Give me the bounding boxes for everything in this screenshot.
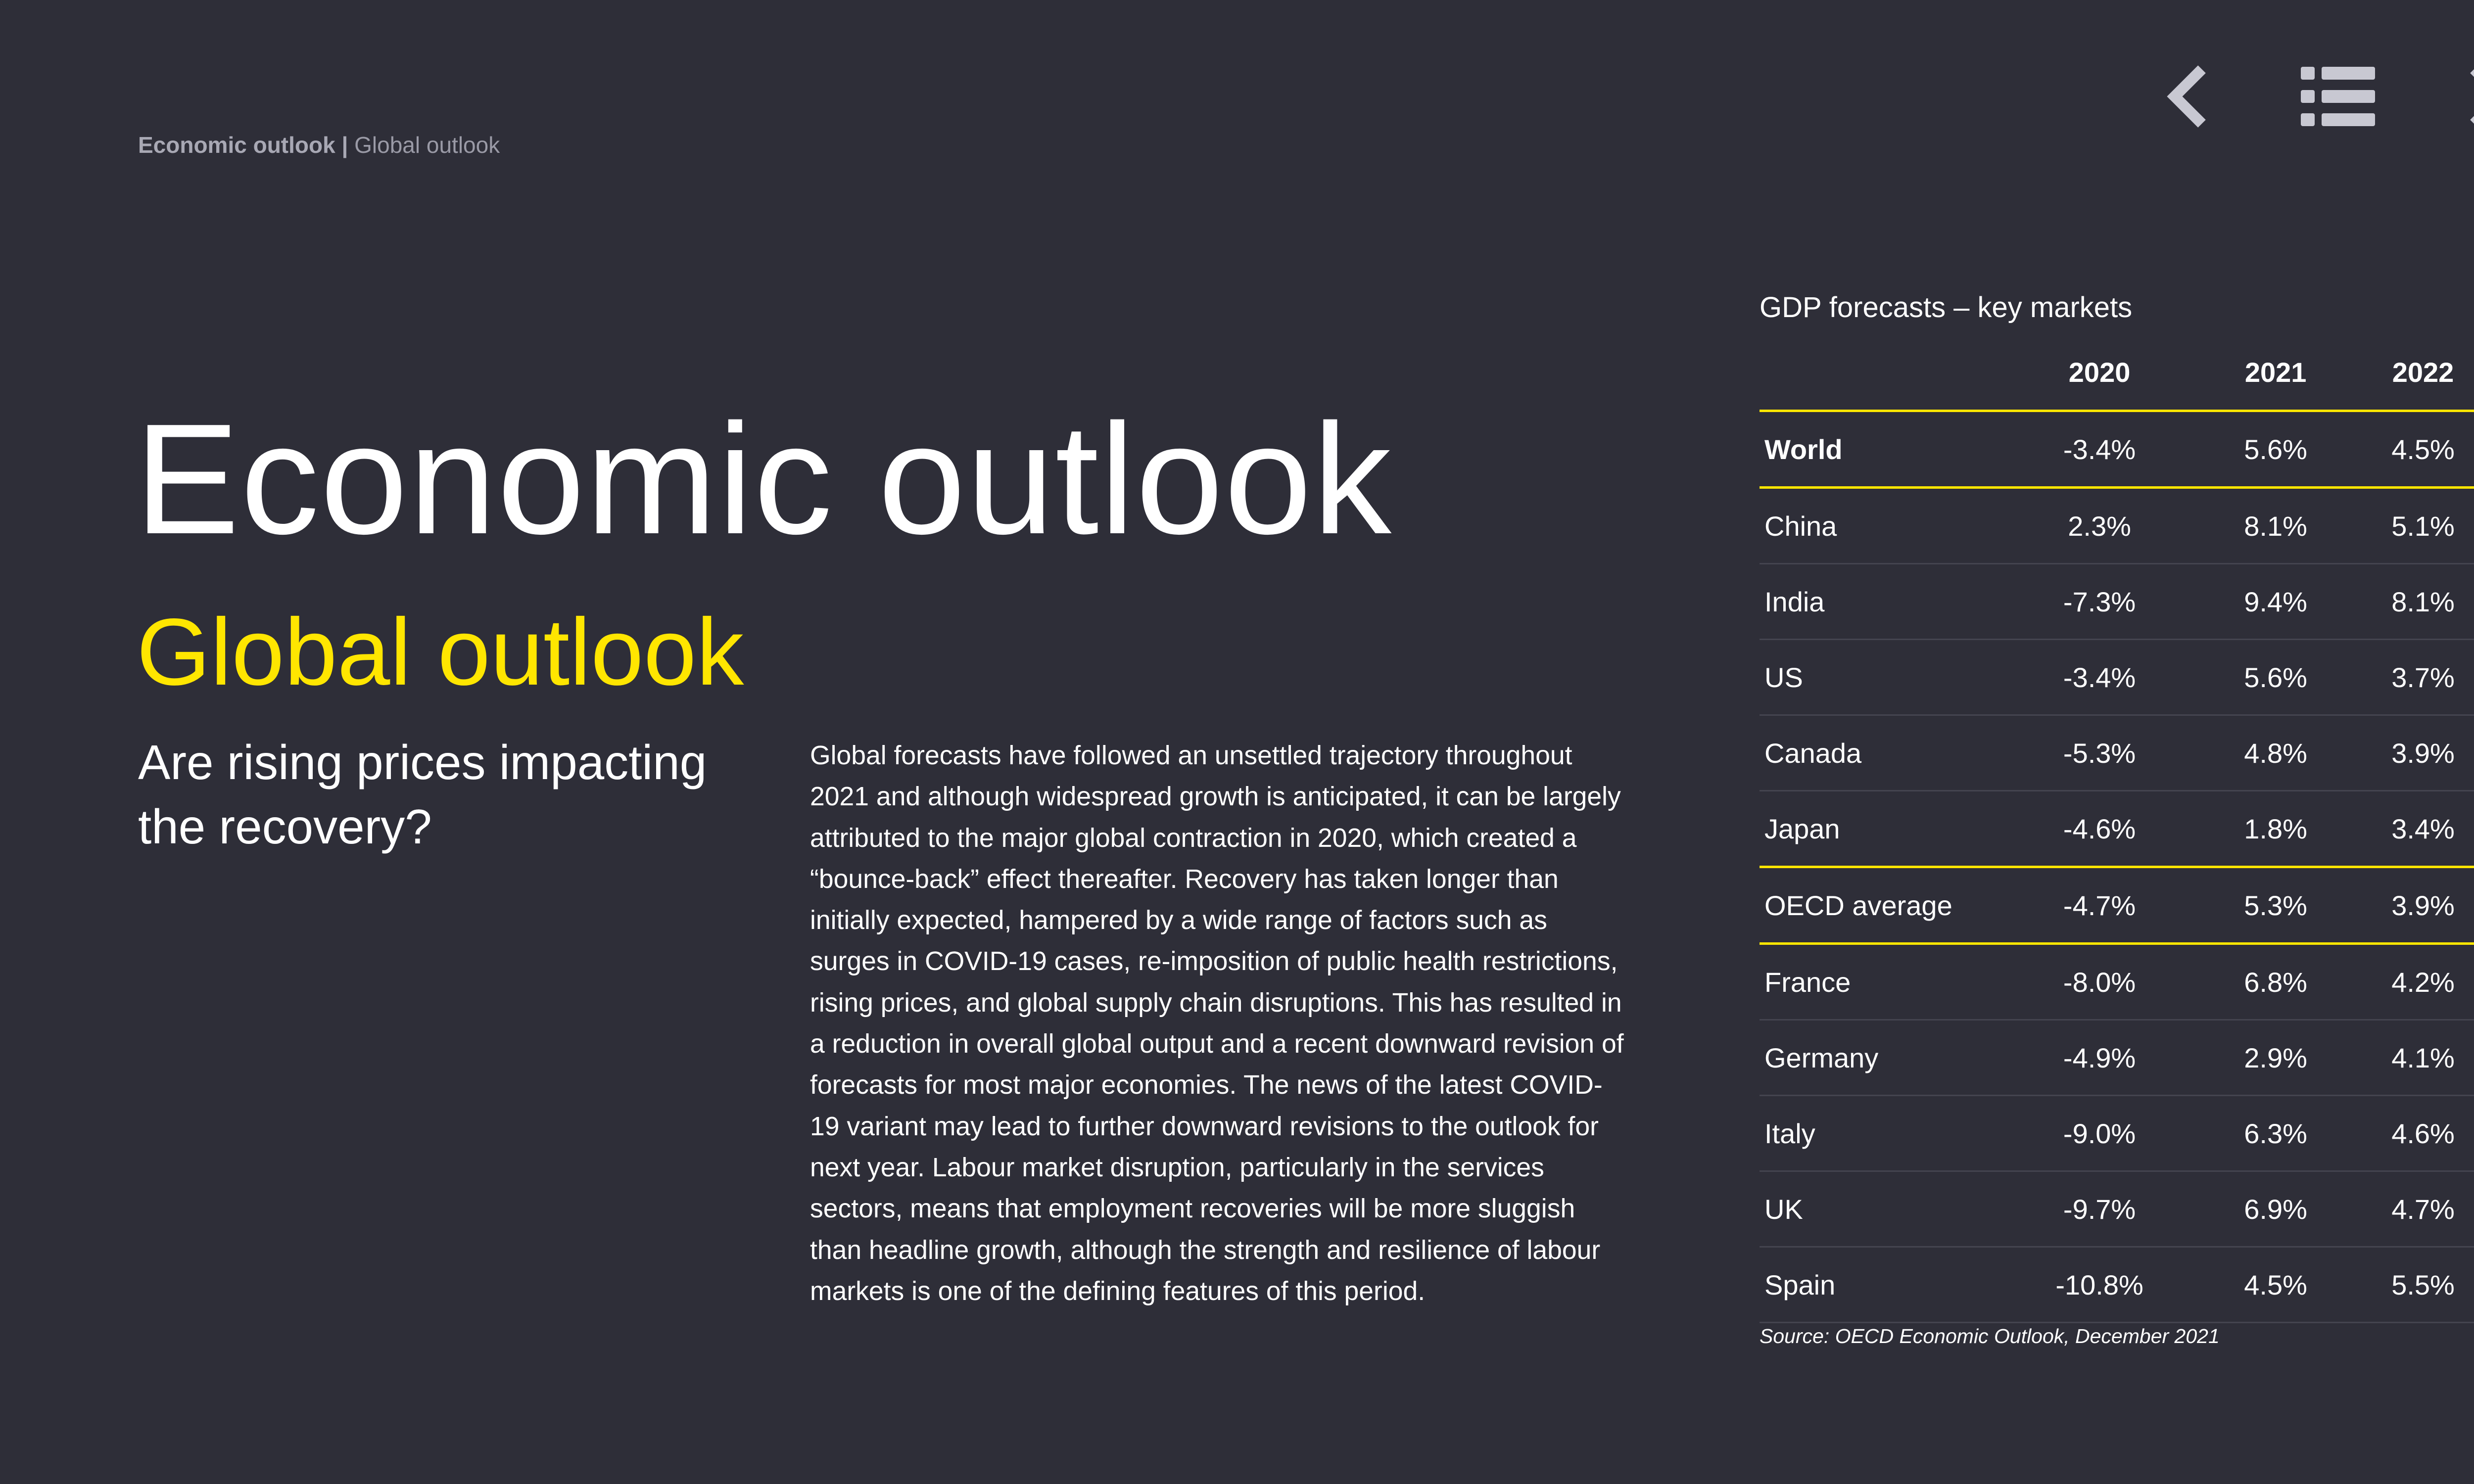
country-cell: US bbox=[1760, 640, 1997, 715]
value-2020-cell: -3.4% bbox=[1997, 640, 2202, 715]
table-row bbox=[1760, 411, 2474, 488]
table-title: GDP forecasts – key markets bbox=[1760, 291, 2133, 324]
value-2020-cell: -4.6% bbox=[1997, 791, 2202, 867]
chevron-right-icon[interactable] bbox=[2449, 59, 2474, 134]
value-2020-cell: -9.7% bbox=[1997, 1171, 2202, 1247]
country-cell: OECD average bbox=[1760, 867, 1997, 944]
column-header-2020: 2020 bbox=[1997, 334, 2202, 411]
value-2021-cell: 6.9% bbox=[2202, 1171, 2349, 1247]
column-header-2022: 2022 bbox=[2349, 334, 2474, 411]
country-cell: Spain bbox=[1760, 1247, 1997, 1323]
list-menu-icon[interactable] bbox=[2301, 59, 2375, 134]
table-row bbox=[1760, 1020, 2474, 1096]
value-2020-cell: -8.0% bbox=[1997, 944, 2202, 1020]
value-2022-cell: 3.4% bbox=[2349, 791, 2474, 867]
value-2021-cell: 6.8% bbox=[2202, 944, 2349, 1020]
country-cell: China bbox=[1760, 488, 1997, 564]
country-cell: Germany bbox=[1760, 1020, 1997, 1096]
table-source-note: Source: OECD Economic Outlook, December 2021 bbox=[1760, 1325, 2220, 1347]
table-row bbox=[1760, 640, 2474, 715]
value-2020-cell: -4.7% bbox=[1997, 867, 2202, 944]
column-header-2021: 2021 bbox=[2202, 334, 2349, 411]
value-2022-cell: 3.9% bbox=[2349, 867, 2474, 944]
page-title: Economic outlook bbox=[135, 391, 1392, 567]
table-row bbox=[1760, 715, 2474, 791]
breadcrumb-separator: | bbox=[341, 132, 348, 158]
value-2022-cell: 8.1% bbox=[2349, 564, 2474, 640]
value-2020-cell: 2.3% bbox=[1997, 488, 2202, 564]
value-2020-cell: -10.8% bbox=[1997, 1247, 2202, 1323]
value-2022-cell: 4.1% bbox=[2349, 1020, 2474, 1096]
gdp-forecast-table bbox=[1760, 334, 2474, 1323]
value-2022-cell: 3.9% bbox=[2349, 715, 2474, 791]
breadcrumb-section[interactable]: Economic outlook bbox=[138, 132, 335, 158]
value-2021-cell: 8.1% bbox=[2202, 488, 2349, 564]
value-2022-cell: 4.6% bbox=[2349, 1096, 2474, 1171]
value-2022-cell: 5.1% bbox=[2349, 488, 2474, 564]
breadcrumb-page: Global outlook bbox=[354, 132, 500, 158]
table-row bbox=[1760, 791, 2474, 867]
table-row bbox=[1760, 1247, 2474, 1323]
value-2021-cell: 5.3% bbox=[2202, 867, 2349, 944]
value-2022-cell: 4.5% bbox=[2349, 411, 2474, 488]
value-2020-cell: -4.9% bbox=[1997, 1020, 2202, 1096]
value-2020-cell: -5.3% bbox=[1997, 715, 2202, 791]
value-2021-cell: 5.6% bbox=[2202, 640, 2349, 715]
table-row bbox=[1760, 1171, 2474, 1247]
value-2020-cell: -3.4% bbox=[1997, 411, 2202, 488]
breadcrumb bbox=[138, 132, 500, 158]
value-2022-cell: 5.5% bbox=[2349, 1247, 2474, 1323]
column-header-country bbox=[1760, 334, 1997, 411]
value-2021-cell: 5.6% bbox=[2202, 411, 2349, 488]
table-row bbox=[1760, 488, 2474, 564]
table-row bbox=[1760, 944, 2474, 1020]
page-subtitle: Global outlook bbox=[137, 599, 744, 705]
value-2021-cell: 4.8% bbox=[2202, 715, 2349, 791]
value-2020-cell: -7.3% bbox=[1997, 564, 2202, 640]
value-2020-cell: -9.0% bbox=[1997, 1096, 2202, 1171]
country-cell: Italy bbox=[1760, 1096, 1997, 1171]
table-header-row bbox=[1760, 334, 2474, 411]
body-paragraph: Global forecasts have followed an unsettled trajectory throughout 2021 and although widespread growth is anticipated, it can be largely attributed to the major global contraction in 2020, which created a “bounce-back” effect thereafter. Recovery has taken longer than initially expected, hampered by a wide range of factors such as surges in COVID-19 cases, re-imposition of public health restrictions, rising prices, and global supply chain disruptions. This has resulted in a reduction in overall global output and a recent downward revision of forecasts for most major economies. The news of the latest COVID-19 variant may lead to further downward revisions to the outlook for next year. Labour market disruption, particularly in the services sectors, means that employment recoveries will be more sluggish than headline growth, although the strength and resilience of labour markets is one of the defining features of this period. bbox=[810, 741, 1624, 1306]
section-question: Are rising prices impacting the recovery? bbox=[138, 735, 707, 854]
page-navigation bbox=[2152, 59, 2474, 139]
value-2021-cell: 4.5% bbox=[2202, 1247, 2349, 1323]
value-2021-cell: 9.4% bbox=[2202, 564, 2349, 640]
value-2021-cell: 6.3% bbox=[2202, 1096, 2349, 1171]
value-2022-cell: 4.2% bbox=[2349, 944, 2474, 1020]
table-row bbox=[1760, 564, 2474, 640]
country-cell: France bbox=[1760, 944, 1997, 1020]
value-2021-cell: 1.8% bbox=[2202, 791, 2349, 867]
country-cell: UK bbox=[1760, 1171, 1997, 1247]
value-2021-cell: 2.9% bbox=[2202, 1020, 2349, 1096]
value-2022-cell: 3.7% bbox=[2349, 640, 2474, 715]
chevron-left-icon[interactable] bbox=[2152, 59, 2227, 134]
table-row bbox=[1760, 867, 2474, 944]
country-cell: World bbox=[1760, 411, 1997, 488]
value-2022-cell: 4.7% bbox=[2349, 1171, 2474, 1247]
country-cell: Canada bbox=[1760, 715, 1997, 791]
country-cell: Japan bbox=[1760, 791, 1997, 867]
country-cell: India bbox=[1760, 564, 1997, 640]
table-row bbox=[1760, 1096, 2474, 1171]
